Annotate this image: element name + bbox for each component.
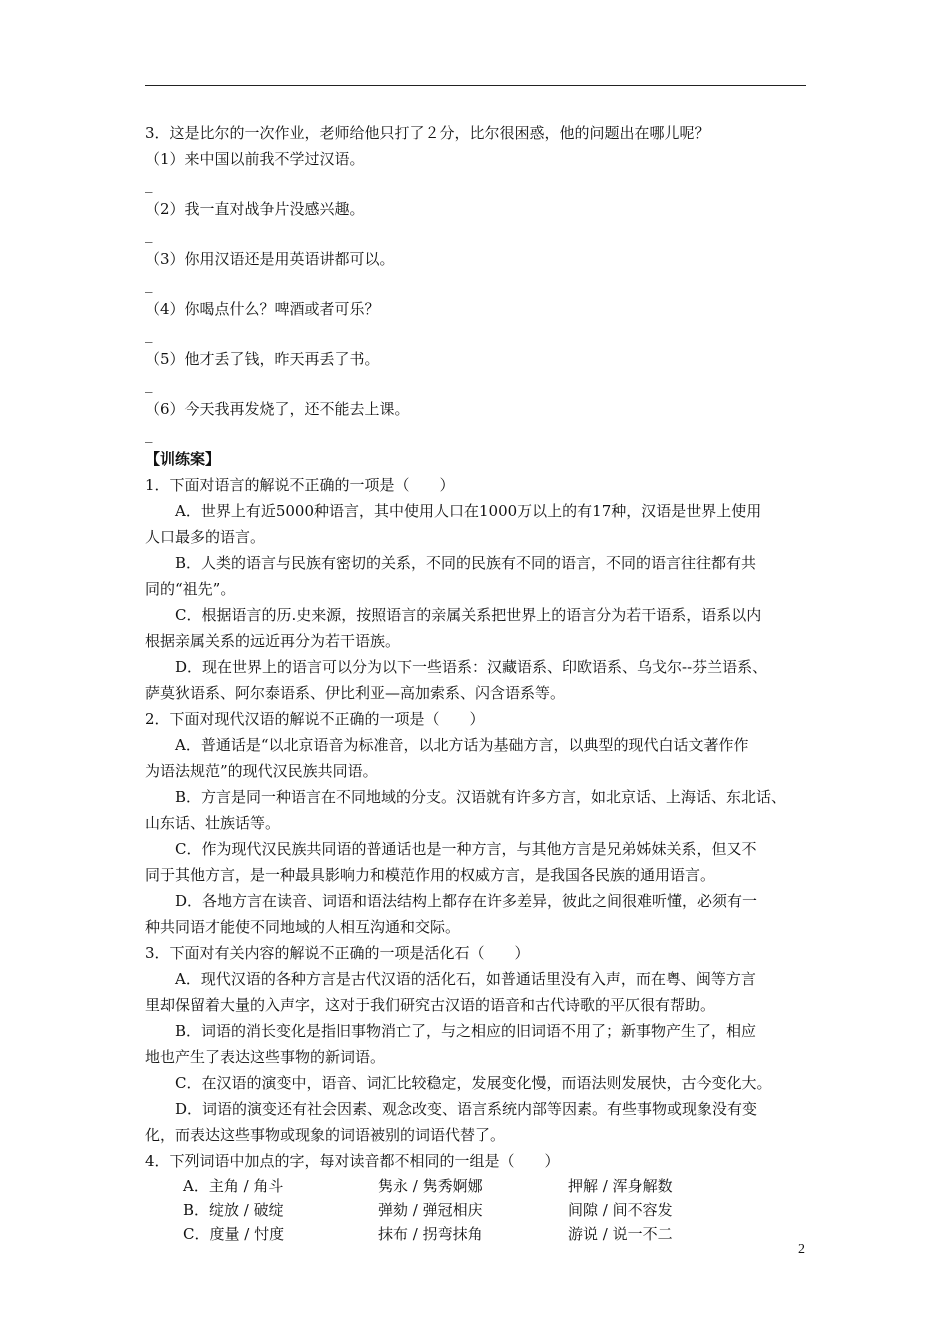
word-pair: 间隙 / 间不容发 — [568, 1201, 673, 1219]
word-pair: 弹劾 / 弹冠相庆 — [378, 1201, 483, 1219]
option-b-cont: 山东话、壮族话等。 — [145, 814, 281, 832]
option-b-cont: 同的“祖先”。 — [145, 580, 236, 598]
word-pair: C．度量 / 忖度 — [183, 1225, 285, 1243]
option-a: A．世界上有近5000种语言，其中使用人口在1000万以上的有17种，汉语是世界上使用 — [175, 502, 762, 520]
section-title: 【训练案】 — [145, 450, 221, 468]
answer-blank: _ — [145, 425, 153, 443]
sentence-item: （3）你用汉语还是用英语讲都可以。 — [145, 250, 395, 268]
question-heading: 3．这是比尔的一次作业，老师给他只打了２分，比尔很困惑，他的问题出在哪儿呢？ — [145, 124, 710, 142]
option-c: C．根据语言的历.史来源，按照语言的亲属关系把世界上的语言分为若干语系，语系以内 — [175, 606, 762, 624]
sentence-item: （4）你喝点什么？啤酒或者可乐？ — [145, 300, 380, 318]
option-a-cont: 人口最多的语言。 — [145, 528, 266, 546]
option-c: C．在汉语的演变中，语音、词汇比较稳定，发展变化慢，而语法则发展快，古今变化大。 — [175, 1074, 772, 1092]
option-d: D．各地方言在读音、词语和语法结构上都存在许多差异，彼此之间很难听懂，必须有一 — [175, 892, 758, 910]
option-c-cont: 根据亲属关系的远近再分为若干语族。 — [145, 632, 401, 650]
word-pair: B．绽放 / 破绽 — [183, 1201, 284, 1219]
page-number: 2 — [798, 1242, 805, 1257]
word-pair: 押解 / 浑身解数 — [568, 1177, 673, 1195]
question-stem: 1．下面对语言的解说不正确的一项是（ ） — [145, 476, 455, 494]
question-stem: 2．下面对现代汉语的解说不正确的一项是（ ） — [145, 710, 485, 728]
option-d-cont: 化，而表达这些事物或现象的词语被别的词语代替了。 — [145, 1126, 506, 1144]
answer-blank: _ — [145, 325, 153, 343]
answer-blank: _ — [145, 225, 153, 243]
option-c: C．作为现代汉民族共同语的普通话也是一种方言，与其他方言是兄弟姊妹关系，但又不 — [175, 840, 757, 858]
answer-blank: _ — [145, 175, 153, 193]
word-pair: 隽永 / 隽秀婀娜 — [378, 1177, 483, 1195]
option-a: A．普通话是“以北京语音为标准音，以北方话为基础方言，以典型的现代白话文著作作 — [175, 736, 749, 754]
word-pair: 抹布 / 拐弯抹角 — [378, 1225, 483, 1243]
option-b: B．词语的消长变化是指旧事物消亡了，与之相应的旧词语不用了；新事物产生了，相应 — [175, 1022, 757, 1040]
word-pair: A．主角 / 角斗 — [183, 1177, 284, 1195]
answer-blank: _ — [145, 375, 153, 393]
option-a-cont: 里却保留着大量的入声字，这对于我们研究古汉语的语音和古代诗歌的平仄很有帮助。 — [145, 996, 716, 1014]
option-a-cont: 为语法规范”的现代汉民族共同语。 — [145, 762, 378, 780]
header-rule — [145, 85, 806, 86]
word-pair-grid — [145, 1174, 806, 1246]
sentence-item: （6）今天我再发烧了，还不能去上课。 — [145, 400, 410, 418]
option-b: B．方言是同一种语言在不同地域的分支。汉语就有许多方言，如北京话、上海话、东北话、 — [175, 788, 787, 806]
option-a: A．现代汉语的各种方言是古代汉语的活化石，如普通话里没有入声，而在粤、闽等方言 — [175, 970, 756, 988]
option-c-cont: 同于其他方言，是一种最具影响力和模范作用的权威方言，是我国各民族的通用语言。 — [145, 866, 716, 884]
option-d: D．词语的演变还有社会因素、观念改变、语言系统内部等因素。有些事物或现象没有变 — [175, 1100, 758, 1118]
answer-blank: _ — [145, 275, 153, 293]
document-body — [145, 120, 806, 1246]
option-d: D．现在世界上的语言可以分为以下一些语系：汉藏语系、印欧语系、乌戈尔--芬兰语系、 — [175, 658, 768, 676]
question-stem: 3．下面对有关内容的解说不正确的一项是活化石（ ） — [145, 944, 530, 962]
word-pair: 游说 / 说一不二 — [568, 1225, 673, 1243]
option-d-cont: 萨莫狄语系、阿尔泰语系、伊比利亚—高加索系、闪含语系等。 — [145, 684, 566, 702]
sentence-item: （2）我一直对战争片没感兴趣。 — [145, 200, 365, 218]
sentence-item: （5）他才丢了钱，昨天再丢了书。 — [145, 350, 380, 368]
sentence-item: （1）来中国以前我不学过汉语。 — [145, 150, 365, 168]
option-b: B．人类的语言与民族有密切的关系，不同的民族有不同的语言，不同的语言往往都有共 — [175, 554, 757, 572]
option-b-cont: 地也产生了表达这些事物的新词语。 — [145, 1048, 386, 1066]
option-d-cont: 种共同语才能使不同地域的人相互沟通和交际。 — [145, 918, 461, 936]
question-stem: 4．下列词语中加点的字，每对读音都不相同的一组是（ ） — [145, 1152, 560, 1170]
